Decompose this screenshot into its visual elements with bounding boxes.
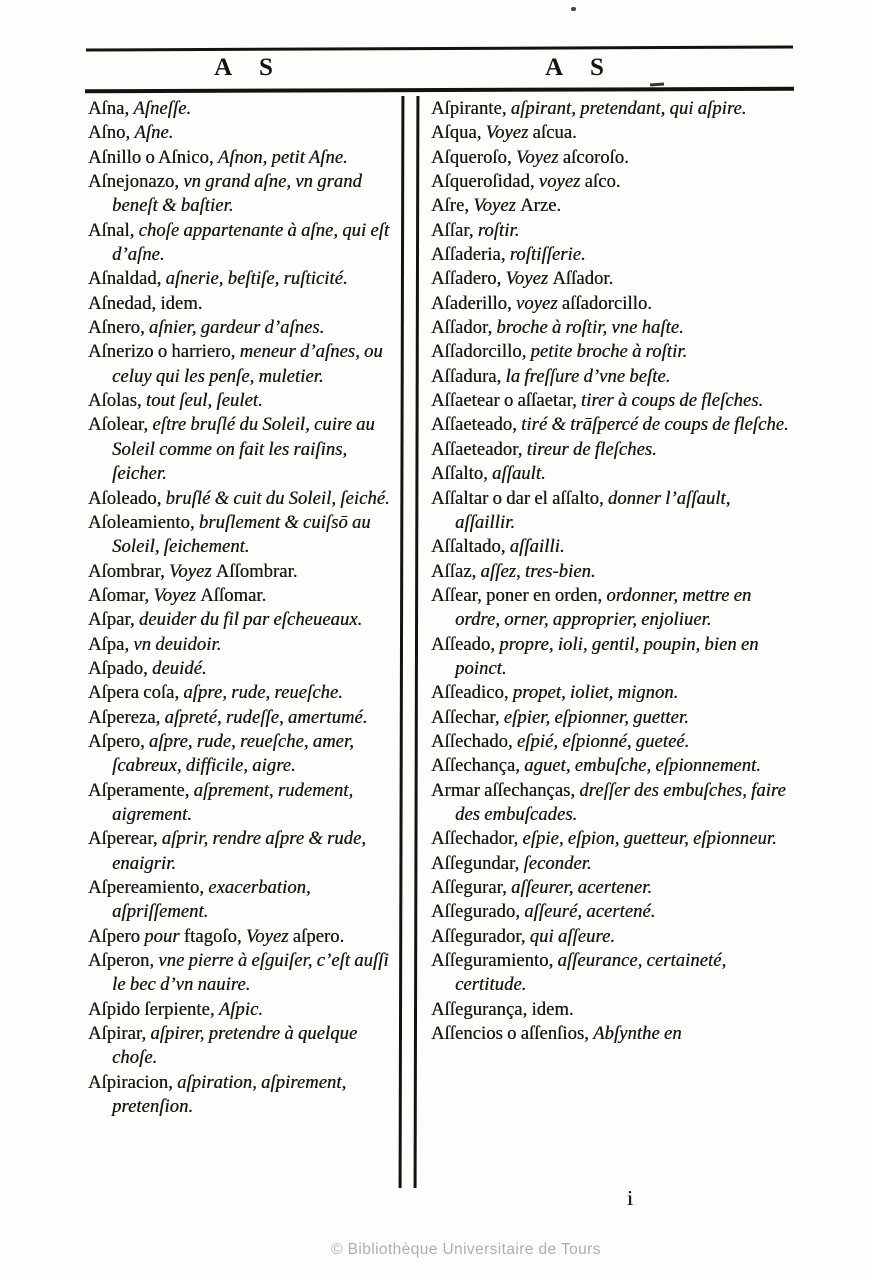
gloss-text: Aſne. bbox=[134, 123, 174, 144]
headword-text: aſcua. bbox=[532, 123, 577, 144]
dictionary-entry bbox=[431, 194, 793, 218]
gloss-text: Aſneſſe. bbox=[133, 99, 192, 119]
dictionary-entry bbox=[431, 487, 793, 536]
gloss-text: la freſſure d’vne beſte. bbox=[505, 366, 671, 387]
dictionary-entry bbox=[431, 170, 793, 194]
gloss-text: vne pierre à eſguiſer, c’eſt auſſi le bec d’vn nauire. bbox=[112, 951, 389, 996]
dictionary-entry bbox=[431, 681, 793, 705]
dictionary-entry bbox=[431, 462, 793, 486]
headword-text: Arze. bbox=[520, 196, 562, 217]
gloss-text: choſe appartenante à aſne, qui eſt d’aſne. bbox=[112, 220, 390, 266]
gloss-text: bruſlé & cuit du Soleil, ſeiché. bbox=[165, 488, 390, 509]
headword-text: Aſſencios o aſſenſios, bbox=[431, 1024, 594, 1045]
gloss-text: tiré & trāſpercé de coups de fleſche. bbox=[521, 415, 789, 436]
dictionary-entry bbox=[431, 584, 793, 633]
headword-text: Aſpirar, bbox=[88, 1024, 151, 1045]
headword-text: Aſperon, bbox=[88, 951, 159, 972]
gloss-text: aſſault. bbox=[492, 464, 546, 485]
dictionary-entry bbox=[431, 438, 793, 462]
dictionary-entry bbox=[431, 730, 793, 754]
headword-text: Aſaderillo, bbox=[431, 293, 516, 314]
dictionary-entry bbox=[431, 754, 793, 778]
dictionary-entry bbox=[431, 535, 793, 559]
headword-text: Aſpido ſerpiente, bbox=[88, 999, 219, 1020]
headword-text: Aſnerizo o harriero, bbox=[88, 342, 240, 363]
gloss-text: aſſeuré, acertené. bbox=[524, 902, 656, 923]
dictionary-entry bbox=[431, 998, 793, 1022]
running-head-left: A S bbox=[214, 54, 284, 81]
gloss-text: dreſſer des embuſches, faire des embuſcades. bbox=[455, 780, 786, 825]
gloss-text: roſtir. bbox=[477, 220, 520, 241]
headword-text: Aſnero, bbox=[88, 318, 149, 339]
dictionary-entry bbox=[88, 389, 402, 413]
headword-text: Aſſegurança, idem. bbox=[431, 999, 574, 1020]
gloss-text: ſeconder. bbox=[523, 853, 592, 874]
headword-text: Aſſegurar, bbox=[431, 878, 511, 898]
headword-text: Aſpero bbox=[88, 926, 145, 947]
headword-text: Aſnaldad, bbox=[88, 269, 166, 290]
gloss-text: tireur de fleſches. bbox=[526, 439, 657, 460]
dictionary-entry bbox=[431, 413, 793, 437]
column-left bbox=[88, 97, 402, 1119]
gloss-text: aſnerie, beſtiſe, ruſticité. bbox=[165, 269, 348, 290]
gloss-text: Voyez bbox=[485, 123, 533, 144]
headword-text: Aſpero, bbox=[88, 731, 149, 752]
dictionary-entry bbox=[88, 146, 402, 170]
dictionary-entry bbox=[88, 170, 402, 219]
gloss-text: tout ſeul, ſeulet. bbox=[145, 391, 263, 412]
headword-text: Aſſeado, bbox=[431, 634, 500, 655]
headword-text: Aſnal, bbox=[88, 220, 139, 241]
headword-text: Aſno, bbox=[88, 123, 135, 144]
headword-text: Aſoleado, bbox=[88, 488, 166, 509]
dictionary-entry bbox=[431, 827, 793, 851]
headword-text: Aſolear, bbox=[88, 415, 153, 436]
headword-text: Aſombrar, bbox=[88, 561, 169, 582]
gloss-text: eſtre bruſlé du Soleil, cuire au Soleil comme on fait les raiſins, ſeicher. bbox=[112, 415, 375, 485]
headword-text: aſſadorcillo. bbox=[561, 293, 652, 314]
gloss-text: deuider du fil par eſcheueaux. bbox=[138, 610, 363, 631]
running-head-right: A S bbox=[545, 54, 615, 81]
header-rule-top bbox=[86, 45, 793, 51]
dictionary-entry bbox=[431, 706, 793, 730]
headword-text: Aſre, bbox=[431, 196, 474, 217]
gloss-text: tirer à coups de fleſches. bbox=[580, 391, 764, 412]
headword-text: Aſſadero, bbox=[431, 269, 506, 290]
dictionary-entry bbox=[88, 413, 402, 486]
headword-text: Aſſaderia, bbox=[431, 245, 510, 266]
headword-text: Aſſaeteador, bbox=[431, 439, 527, 460]
headword-text: Aſnedad, idem. bbox=[88, 293, 203, 314]
dictionary-entry bbox=[431, 316, 793, 340]
gloss-text: meneur d’aſnes, ou celuy qui les penſe, muletier. bbox=[112, 342, 383, 387]
scan-speck bbox=[571, 7, 576, 11]
gloss-text: aſpiration, aſpirement, pretenſion. bbox=[112, 1072, 347, 1118]
header-rule-bottom bbox=[85, 87, 794, 93]
dictionary-entry bbox=[431, 633, 793, 682]
headword-text: ftagoſo, bbox=[183, 926, 246, 947]
headword-text: Aſpiracion, bbox=[88, 1072, 178, 1093]
headword-text: Aſſaz, bbox=[431, 561, 481, 582]
dictionary-entry bbox=[431, 365, 793, 389]
headword-text: aſcoroſo. bbox=[562, 147, 629, 168]
dictionary-entry bbox=[88, 511, 402, 560]
dictionary-entry bbox=[88, 949, 402, 998]
gloss-text: aſpirant, pretendant, qui aſpire. bbox=[510, 99, 747, 119]
dictionary-entry bbox=[88, 121, 402, 145]
dictionary-entry bbox=[431, 97, 793, 121]
dictionary-entry bbox=[431, 925, 793, 949]
gloss-text: broche à roſtir, vne haſte. bbox=[496, 318, 684, 339]
gloss-text: pour bbox=[144, 926, 184, 947]
gloss-text: aſprement, rudement, aigrement. bbox=[112, 780, 354, 825]
dictionary-entry bbox=[88, 219, 402, 268]
column-right bbox=[431, 97, 793, 1046]
headword-text: Aſſeadico, bbox=[431, 683, 513, 704]
dictionary-entry bbox=[431, 389, 793, 413]
gloss-text: propre, ioli, gentil, poupin, bien en poinct. bbox=[455, 634, 759, 679]
dictionary-entry bbox=[431, 1022, 793, 1046]
headword-text: Aſſombrar. bbox=[215, 561, 298, 582]
gloss-text: Abſynthe en bbox=[593, 1024, 682, 1045]
gloss-text: exacerbation, aſpriſſement. bbox=[112, 878, 311, 923]
headword-text: Aſſaetear o aſſaetar, bbox=[431, 391, 581, 412]
dictionary-entry bbox=[431, 219, 793, 243]
headword-text: Aſpirante, bbox=[431, 99, 511, 119]
headword-text: Aſpera coſa, bbox=[88, 683, 184, 704]
headword-text: Aſperear, bbox=[88, 829, 162, 850]
gloss-text: ordonner, mettre en ordre, orner, approprier, enjoliuer. bbox=[455, 585, 752, 631]
dictionary-entry bbox=[431, 243, 793, 267]
dictionary-entry bbox=[88, 560, 402, 584]
dictionary-entry bbox=[431, 852, 793, 876]
headword-text: Aſna, bbox=[88, 99, 134, 119]
gloss-text: aſſailli. bbox=[509, 537, 565, 558]
headword-text: Aſſeguramiento, bbox=[431, 951, 558, 972]
gloss-text: Voyez bbox=[505, 269, 553, 290]
library-watermark: © Bibliothèque Universitaire de Tours bbox=[331, 1241, 601, 1258]
headword-text: Aſpado, bbox=[88, 658, 153, 679]
gloss-text: aſnier, gardeur d’aſnes. bbox=[148, 318, 325, 339]
gloss-text: Aſpic. bbox=[218, 999, 264, 1020]
dictionary-entry bbox=[431, 121, 793, 145]
gloss-text: aſſez, tres-bien. bbox=[480, 561, 596, 582]
headword-text: Aſolas, bbox=[88, 391, 146, 412]
gloss-text: Voyez bbox=[515, 147, 563, 168]
dictionary-entry bbox=[431, 876, 793, 900]
headword-text: Aſſechador, bbox=[431, 829, 523, 850]
signature-mark: i bbox=[627, 1186, 633, 1210]
gloss-text: roſtiſſerie. bbox=[509, 245, 586, 266]
gloss-text: deuidé. bbox=[152, 658, 207, 679]
headword-text: Aſoleamiento, bbox=[88, 512, 199, 533]
gloss-text: aſpre, rude, reueſche, amer, ſcabreux, difficile, aigre. bbox=[112, 731, 354, 777]
dictionary-entry bbox=[88, 340, 402, 389]
headword-text: Aſnejonazo, bbox=[88, 172, 184, 193]
headword-text: Aſſechado, bbox=[431, 731, 517, 752]
headword-text: Aſpar, bbox=[88, 610, 139, 631]
headword-text: Aſſador, bbox=[431, 318, 497, 339]
gloss-text: aſſeurance, certaineté, certitude. bbox=[455, 951, 727, 996]
gloss-text: vn deuidoir. bbox=[133, 634, 222, 655]
dictionary-entry bbox=[88, 292, 402, 316]
dictionary-entry bbox=[431, 900, 793, 924]
headword-text: Aſſadorcillo, bbox=[431, 342, 531, 363]
scan-dash bbox=[650, 83, 664, 87]
dictionary-entry bbox=[88, 316, 402, 340]
headword-text: Aſſaeteado, bbox=[431, 415, 522, 436]
dictionary-entry bbox=[431, 146, 793, 170]
headword-text: Aſſadura, bbox=[431, 366, 506, 387]
headword-text: aſco. bbox=[584, 172, 621, 193]
dictionary-entry bbox=[431, 267, 793, 291]
gloss-text: voyez bbox=[515, 293, 562, 314]
gloss-text: bruſlement & cuiſsō au Soleil, ſeichement. bbox=[112, 512, 371, 558]
headword-text: Aſſador. bbox=[552, 269, 614, 290]
dictionary-entry bbox=[88, 97, 402, 121]
headword-text: Aſſegurador, bbox=[431, 926, 530, 947]
dictionary-entry bbox=[88, 779, 402, 828]
dictionary-entry bbox=[431, 292, 793, 316]
dictionary-entry bbox=[88, 584, 402, 608]
gloss-text: qui aſſeure. bbox=[529, 926, 616, 947]
headword-text: Aſſechar, bbox=[431, 707, 504, 728]
dictionary-entry bbox=[88, 657, 402, 681]
gloss-text: Voyez bbox=[168, 561, 216, 582]
gloss-text: aſpirer, pretendre à quelque choſe. bbox=[112, 1024, 358, 1069]
headword-text: Aſomar, bbox=[88, 585, 154, 606]
headword-text: Aſpereza, bbox=[88, 707, 165, 728]
headword-text: Aſſar, bbox=[431, 220, 478, 241]
dictionary-entry bbox=[431, 340, 793, 364]
headword-text: Armar aſſechanças, bbox=[431, 780, 580, 801]
headword-text: Aſſear, poner en orden, bbox=[431, 585, 607, 606]
gloss-text: eſpie, eſpion, guetteur, eſpionneur. bbox=[522, 829, 777, 850]
gloss-text: Voyez bbox=[245, 926, 293, 947]
dictionary-entry bbox=[431, 560, 793, 584]
dictionary-entry bbox=[88, 1022, 402, 1071]
gloss-text: donner l’aſſault, aſſaillir. bbox=[455, 488, 731, 533]
dictionary-entry bbox=[88, 681, 402, 705]
gloss-text: vn grand aſne, vn grand beneſt & baſtier. bbox=[112, 172, 362, 217]
gloss-text: aſſeurer, acertener. bbox=[511, 878, 653, 898]
headword-text: Aſqua, bbox=[431, 123, 486, 144]
headword-text: Aſſomar. bbox=[200, 585, 267, 606]
headword-text: Aſpa, bbox=[88, 634, 134, 655]
gloss-text: aguet, embuſche, eſpionnement. bbox=[524, 756, 761, 777]
gloss-text: Voyez bbox=[153, 585, 201, 606]
gloss-text: petite broche à roſtir. bbox=[530, 342, 688, 363]
headword-text: Aſpereamiento, bbox=[88, 878, 209, 898]
headword-text: Aſſaltado, bbox=[431, 537, 510, 558]
gloss-text: aſpreté, rudeſſe, amertumé. bbox=[164, 707, 368, 728]
headword-text: aſpero. bbox=[292, 926, 345, 947]
gloss-text: aſprir, rendre aſpre & rude, enaigrir. bbox=[112, 829, 367, 874]
dictionary-entry bbox=[88, 608, 402, 632]
gloss-text: eſpier, eſpionner, guetter. bbox=[503, 707, 689, 728]
headword-text: Aſqueroſo, bbox=[431, 147, 516, 168]
gloss-text: propet, ioliet, mignon. bbox=[512, 683, 679, 704]
headword-text: Aſnillo o Aſnico, bbox=[88, 147, 218, 168]
dictionary-entry bbox=[88, 487, 402, 511]
dictionary-entry bbox=[88, 1071, 402, 1120]
dictionary-entry bbox=[88, 876, 402, 925]
headword-text: Aſqueroſidad, bbox=[431, 172, 539, 193]
dictionary-entry bbox=[88, 827, 402, 876]
headword-text: Aſſaltar o dar el aſſalto, bbox=[431, 488, 608, 509]
gloss-text: Voyez bbox=[473, 196, 521, 217]
dictionary-entry bbox=[88, 706, 402, 730]
headword-text: Aſſegurado, bbox=[431, 902, 525, 923]
headword-text: Aſſegundar, bbox=[431, 853, 524, 874]
gloss-text: Aſnon, petit Aſne. bbox=[217, 147, 348, 168]
headword-text: Aſperamente, bbox=[88, 780, 194, 801]
dictionary-entry bbox=[88, 267, 402, 291]
gloss-text: aſpre, rude, reueſche. bbox=[183, 683, 343, 704]
headword-text: Aſſalto, bbox=[431, 464, 493, 485]
dictionary-entry bbox=[88, 925, 402, 949]
gloss-text: eſpié, eſpionné, gueteé. bbox=[516, 731, 690, 752]
dictionary-entry bbox=[88, 633, 402, 657]
dictionary-entry bbox=[88, 730, 402, 779]
gloss-text: voyez bbox=[538, 172, 585, 193]
dictionary-entry bbox=[431, 949, 793, 998]
headword-text: Aſſechança, bbox=[431, 756, 525, 777]
dictionary-entry bbox=[431, 779, 793, 828]
dictionary-entry bbox=[88, 998, 402, 1022]
